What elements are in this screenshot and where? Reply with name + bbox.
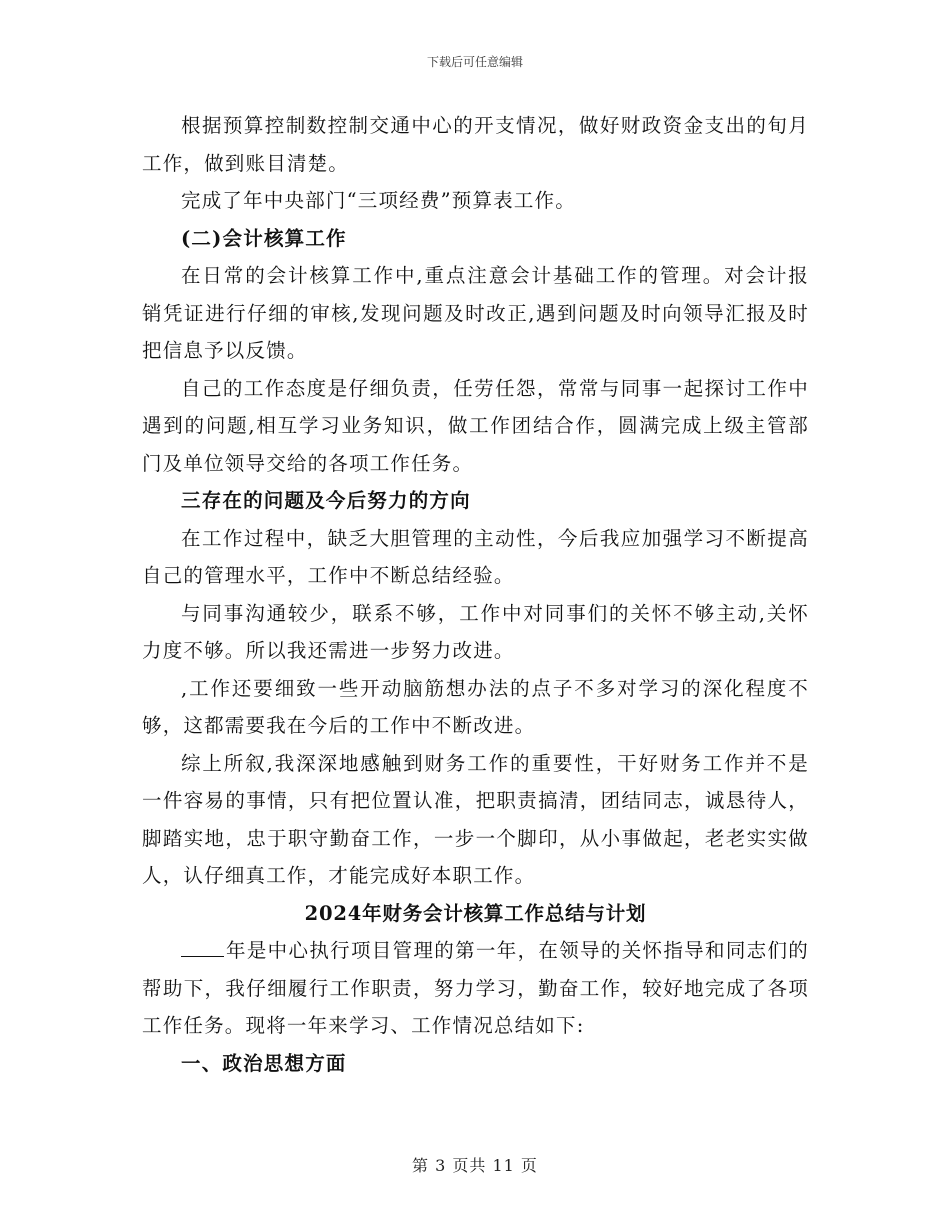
blank-underline	[181, 938, 224, 957]
heading-problems-direction: 三存在的问题及今后努力的方向	[181, 489, 471, 512]
page-header: 下载后可任意编辑	[426, 55, 523, 69]
document-body	[142, 107, 809, 1082]
paragraph-work-attitude: 自己的工作态度是仔细负责，任劳任怨，常常与同事一起探讨工作中遇到的问题,相互学习业务知识，做工作团结合作，圆满完成上级主管部门及单位领导交给的各项工作任务。	[142, 376, 809, 475]
paragraph-budget-control: 根据预算控制数控制交通中心的开支情况，做好财政资金支出的旬月工作，做到账目清楚。	[142, 114, 809, 175]
paragraph-daily-accounting: 在日常的会计核算工作中,重点注意会计基础工作的管理。对会计报销凭证进行仔细的审核,发现问题及时改正,遇到问题及时向领导汇报及时把信息予以反馈。	[142, 264, 809, 362]
paragraph-three-expenses: 完成了年中央部门“三项经费”预算表工作。	[181, 189, 576, 212]
paragraph-lack-initiative: 在工作过程中，缺乏大胆管理的主动性，今后我应加强学习不断提高自己的管理水平，工作中不断总结经验。	[142, 526, 809, 587]
paragraph-summary: 综上所叙,我深深地感触到财务工作的重要性，干好财务工作并不是一件容易的事情，只有把位置认准，把职责搞清，团结同志，诚恳待人，脚踏实地，忠于职守勤奋工作，一步一个脚印，从小事做起，老老实实做人，认仔细真工作，才能完成好本职工作。	[142, 751, 809, 887]
paragraph-first-year	[142, 932, 809, 1045]
heading-political-thought: 一、政治思想方面	[181, 1051, 347, 1075]
paragraph-first-year-text: 年是中心执行项目管理的第一年，在领导的关怀指导和同志们的帮助下，我仔细履行工作职责，努力学习，勤奋工作，较好地完成了各项工作任务。现将一年来学习、工作情况总结如下:	[142, 939, 809, 1037]
page-footer: 第 3 页共 11 页	[412, 1156, 538, 1175]
paragraph-communication: 与同事沟通较少，联系不够，工作中对同事们的关怀不够主动,关怀力度不够。所以我还需进一步努力改进。	[142, 601, 809, 662]
paragraph-detail-work: ,工作还要细致一些开动脑筋想办法的点子不多对学习的深化程度不够，这都需要我在今后的工作中不断改进。	[142, 676, 809, 737]
document-title: 2024年财务会计核算工作总结与计划	[304, 901, 647, 925]
heading-accounting-work: (二)会计核算工作	[181, 226, 347, 250]
